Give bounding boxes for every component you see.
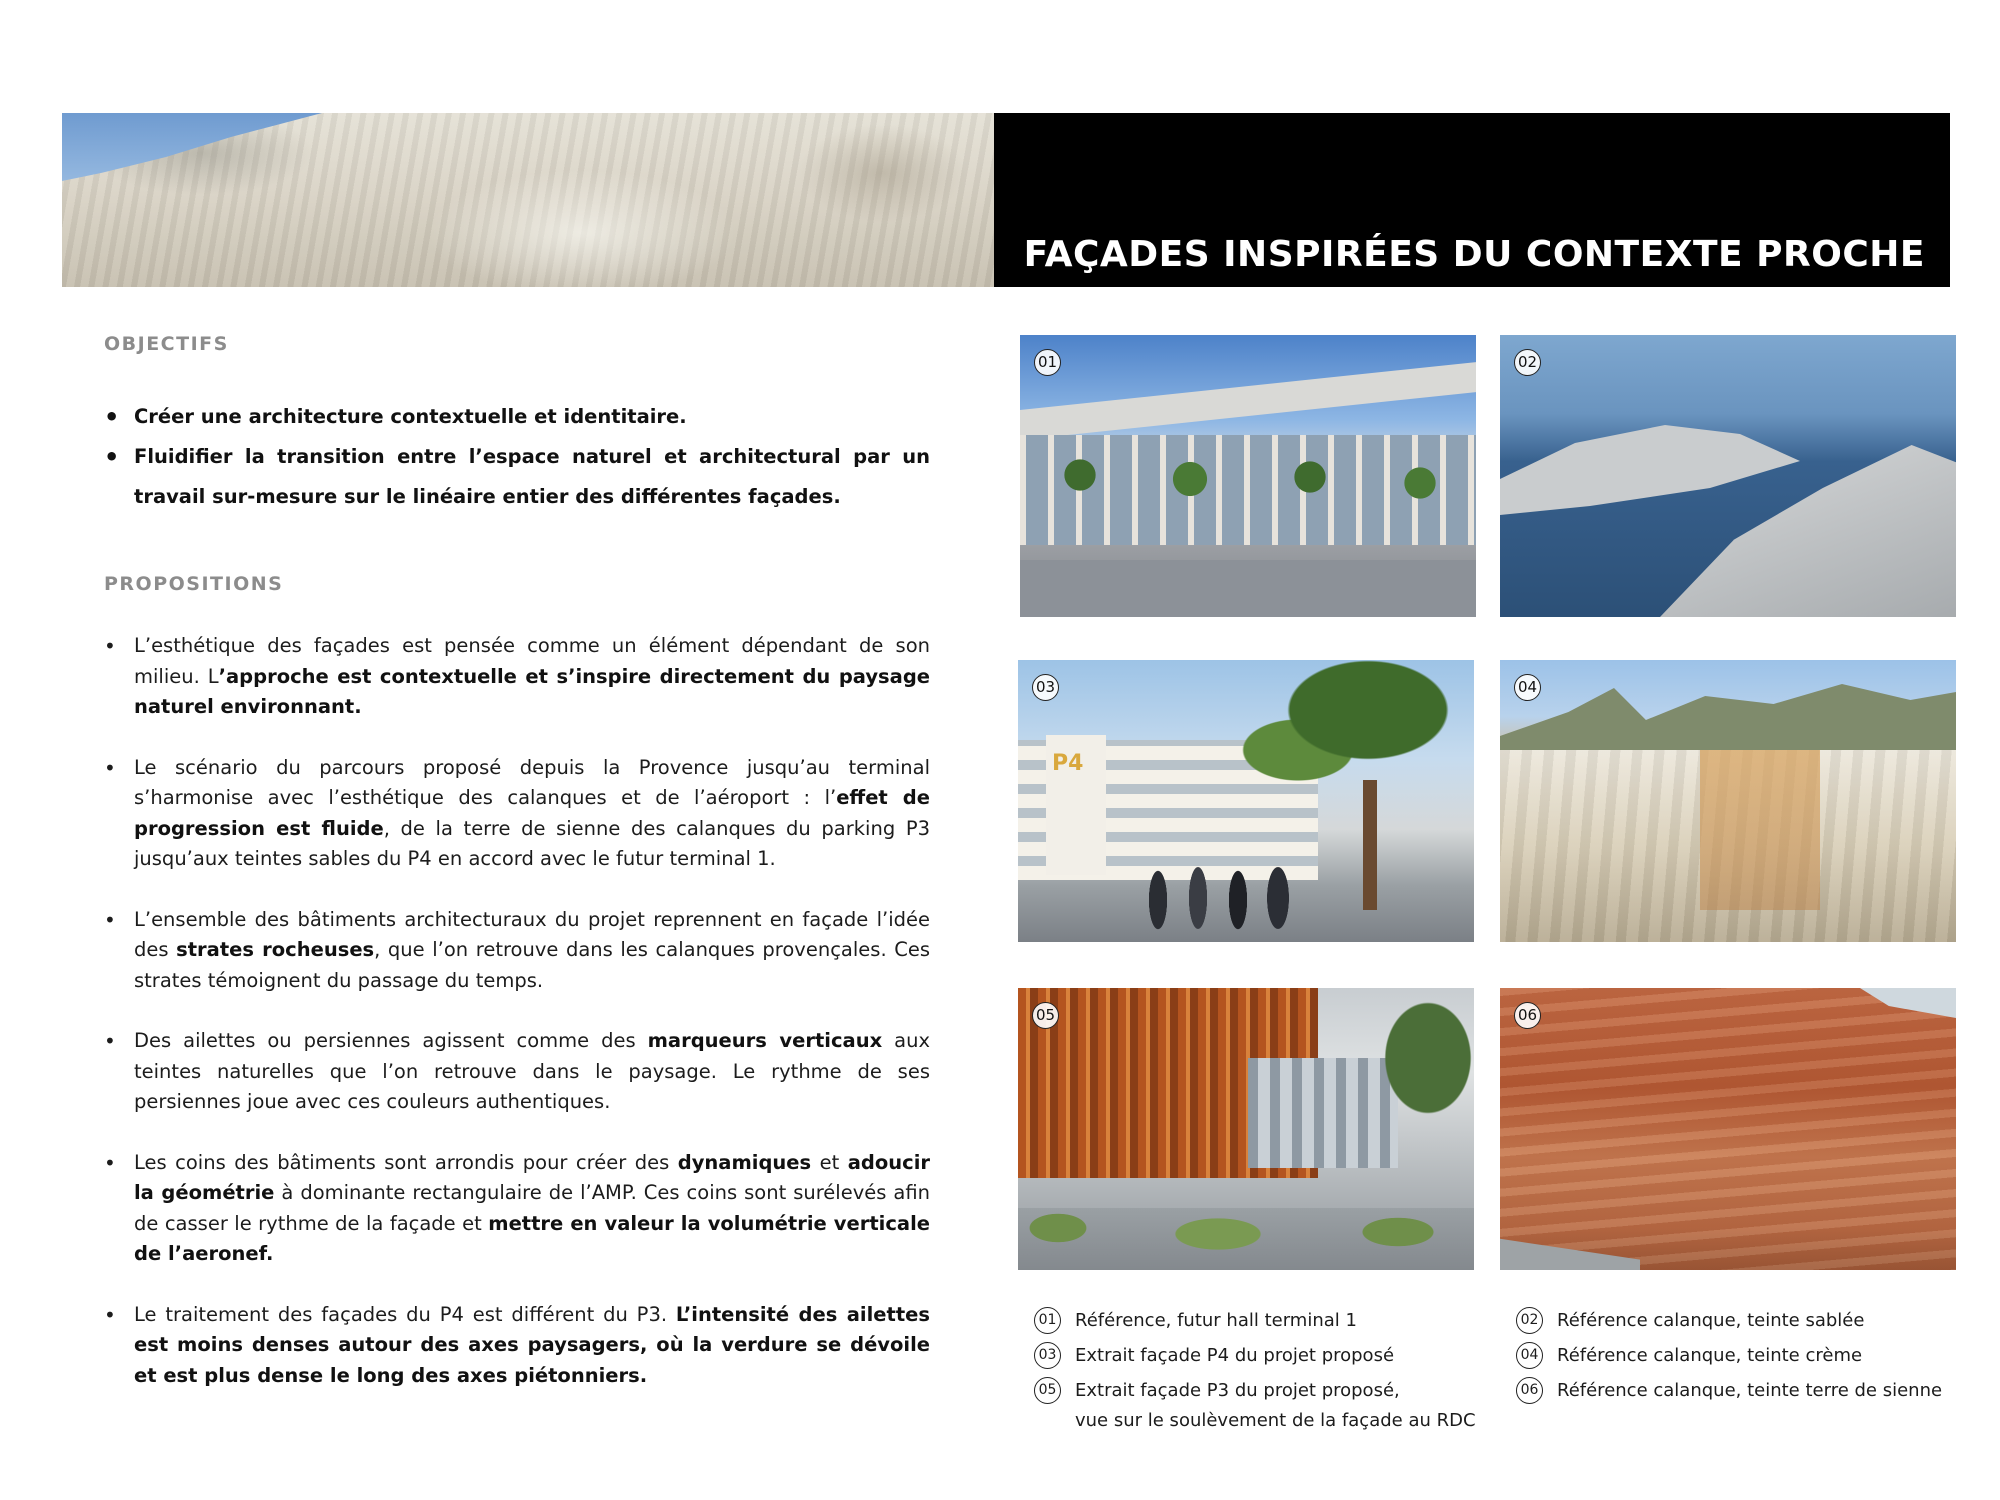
photo-number-badge: 02	[1514, 349, 1541, 376]
proposition-text: à dominante rectangulaire de l’AMP. Ces coins sont surélevés afin de casser le rythme de la façade et	[134, 1181, 931, 1235]
header-banner	[62, 113, 1950, 287]
photo-number-badge: 05	[1032, 1002, 1059, 1029]
photo-calanque-sea	[1500, 335, 1956, 617]
objectifs-list	[104, 397, 930, 517]
captions-right	[1516, 1306, 1942, 1411]
caption-text: Extrait façade P4 du projet proposé	[1075, 1345, 1395, 1366]
caption-text: Référence calanque, teinte crème	[1557, 1345, 1863, 1366]
caption-item	[1034, 1341, 1476, 1371]
caption-text	[1075, 1376, 1476, 1436]
proposition-text: Les coins des bâtiments sont arrondis pour créer des	[134, 1150, 678, 1174]
photo-number-badge: 03	[1032, 674, 1059, 701]
photo-p3-facade	[1018, 988, 1474, 1270]
caption-item	[1034, 1376, 1476, 1436]
proposition-emphasis: marqueurs verticaux	[647, 1029, 883, 1052]
proposition-item	[104, 1148, 930, 1270]
photo-detail	[1500, 1218, 1640, 1270]
photo-detail	[1500, 680, 1956, 760]
photo-airport-hall	[1020, 335, 1476, 617]
caption-line: vue sur le soulèvement de la façade au RDC	[1075, 1410, 1476, 1431]
proposition-text: , de la terre de sienne des calanques du parking P3 jusqu’aux teintes sables du P4 en accord avec le futur terminal 1.	[134, 816, 930, 870]
banner-sky	[62, 113, 322, 193]
caption-number: 06	[1516, 1377, 1543, 1404]
proposition-text: aux teintes naturelles que l’on retrouve dans le paysage. Le rythme de ses persiennes joue avec ces couleurs authentiques.	[134, 1029, 930, 1113]
photo-detail	[1860, 988, 1956, 1018]
proposition-item	[104, 631, 930, 723]
proposition-emphasis: effet de progression est fluide	[134, 786, 930, 840]
photo-detail	[1046, 735, 1106, 875]
photo-detail	[1020, 362, 1476, 440]
proposition-emphasis: strates rocheuses	[176, 938, 375, 961]
photo-calanque-cliff	[1500, 660, 1956, 942]
photo-p4-facade	[1018, 660, 1474, 942]
proposition-item	[104, 1300, 930, 1392]
photo-number-badge: 06	[1514, 1002, 1541, 1029]
page-title: FAÇADES INSPIRÉES DU CONTEXTE PROCHE	[1023, 234, 1925, 275]
proposition-item	[104, 1026, 930, 1118]
caption-number: 01	[1034, 1307, 1061, 1334]
proposition-item	[104, 905, 930, 997]
propositions-list	[104, 631, 930, 1391]
proposition-text: L’esthétique des façades est pensée comme un élément dépendant de son milieu. L	[134, 634, 930, 688]
caption-number: 02	[1516, 1307, 1543, 1334]
photo-detail	[1138, 860, 1298, 930]
objectifs-heading: OBJECTIFS	[104, 333, 229, 355]
photo-detail	[1358, 988, 1474, 1148]
captions-left	[1034, 1306, 1476, 1441]
caption-number: 04	[1516, 1342, 1543, 1369]
caption-item	[1516, 1341, 1942, 1371]
photo-detail	[1700, 750, 1820, 910]
photo-detail	[1500, 425, 1800, 515]
proposition-text: et	[811, 1150, 848, 1174]
proposition-emphasis: dynamiques	[677, 1150, 812, 1174]
caption-line: Extrait façade P3 du projet proposé,	[1075, 1380, 1400, 1401]
caption-text: Référence calanque, teinte sablée	[1557, 1310, 1865, 1331]
proposition-text: L’ensemble des bâtiments architecturaux du projet reprennent en façade l’idée des	[134, 907, 930, 961]
photo-detail	[1020, 560, 1476, 617]
proposition-text: , que l’on retrouve dans les calanques provençales. Ces strates témoignent du passage du temps.	[134, 938, 930, 992]
photo-number-badge: 04	[1514, 674, 1541, 701]
propositions-heading: PROPOSITIONS	[104, 573, 284, 595]
caption-number: 03	[1034, 1342, 1061, 1369]
photo-detail	[1238, 660, 1474, 820]
caption-item	[1034, 1306, 1476, 1336]
banner-rock-photo	[62, 113, 994, 287]
photo-detail	[1363, 780, 1377, 910]
text-column	[104, 333, 930, 1421]
p4-sign: P4	[1052, 751, 1084, 776]
caption-item	[1516, 1306, 1942, 1336]
proposition-emphasis: ’approche est contextuelle et s’inspire directement du paysage naturel environnant.	[134, 664, 930, 718]
banner-title-block	[994, 113, 1950, 287]
photo-detail	[1018, 1208, 1474, 1270]
caption-item	[1516, 1376, 1942, 1406]
proposition-text: Le scénario du parcours proposé depuis la Provence jusqu’au terminal s’harmonise avec l’esthétique des calanques et de l’aéroport : l’	[134, 755, 930, 809]
proposition-emphasis: mettre en valeur la volumétrie verticale de l’aeronef.	[134, 1211, 930, 1265]
proposition-text: Des ailettes ou persiennes agissent comme des	[134, 1029, 648, 1052]
objectif-item: • Fluidifier la transition entre l’espace naturel et architectural par un travail sur-mesure sur le linéaire entier des différentes façades.	[104, 437, 930, 517]
photo-number-badge: 01	[1034, 349, 1061, 376]
proposition-text: Le traitement des façades du P4 est différent du P3.	[134, 1302, 676, 1326]
caption-number: 05	[1034, 1377, 1061, 1404]
caption-text: Référence calanque, teinte terre de sienne	[1557, 1380, 1943, 1401]
photo-detail	[1060, 455, 1460, 545]
proposition-item	[104, 753, 930, 875]
objectif-item: • Créer une architecture contextuelle et identitaire.	[104, 397, 930, 437]
proposition-emphasis: adoucir la géométrie	[134, 1150, 930, 1204]
caption-text: Référence, futur hall terminal 1	[1075, 1310, 1357, 1331]
photo-terre-de-sienne	[1500, 988, 1956, 1270]
proposition-emphasis: L’intensité des ailettes est moins denses autour des axes paysagers, où la verdure se dévoile et est plus dense le long des axes piétonniers.	[134, 1302, 930, 1387]
